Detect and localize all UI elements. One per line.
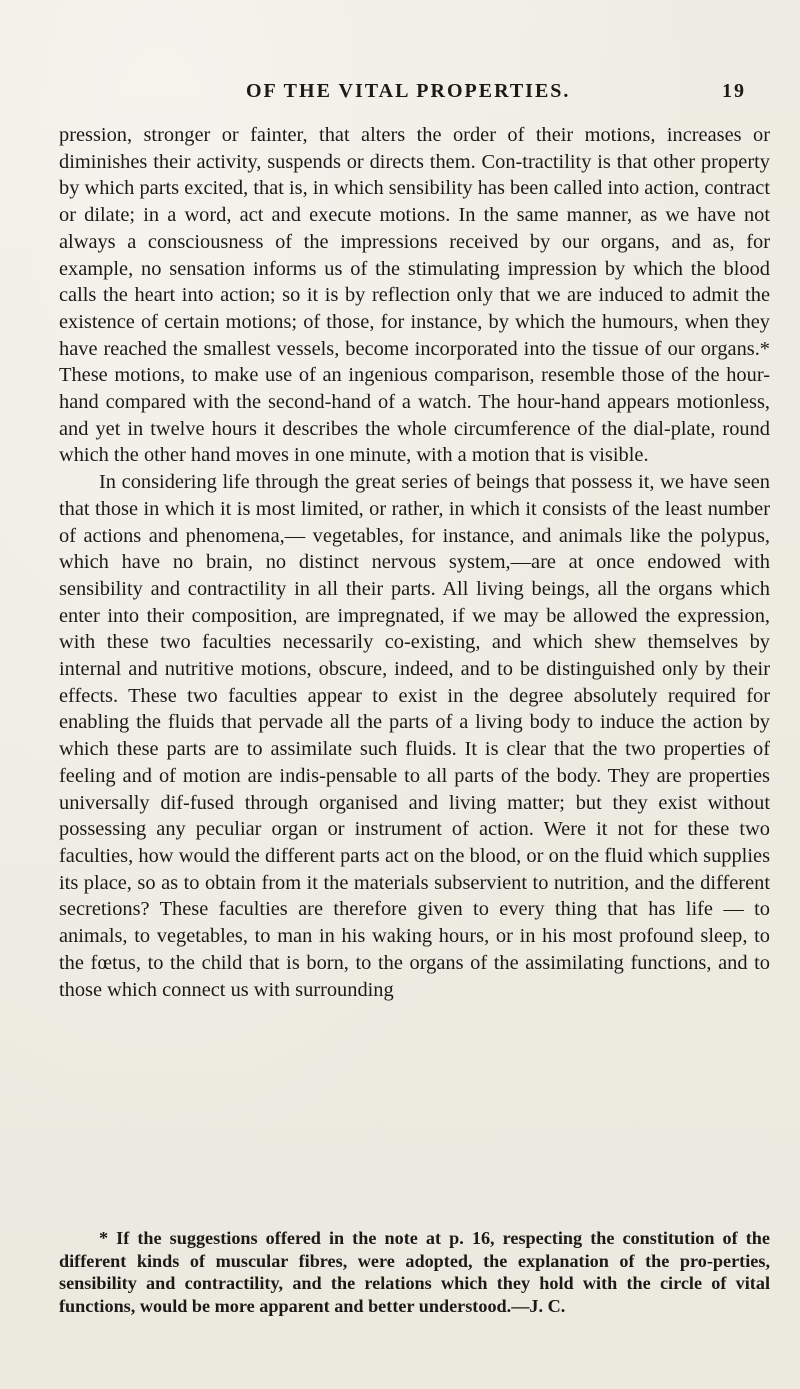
footnote: * If the suggestions offered in the note at p. 16, respecting the constitution of the different kinds of muscular fibres, were adopted, the explanation of the pro-perties, sensibility and contractility, and the relations which they hold with the circle of vital functions, would be more apparent and better understood.—J. C. xyxy=(59,1228,770,1316)
paragraph: pression, stronger or fainter, that alters the order of their motions, increases or diminishes their activity, suspends or directs them. Con-tractility is that other property by which parts excited, that is, in which sensibility has been called into action, contract or dilate; in a word, act and execute motions. In the same manner, as we have not always a consciousness of the impressions received by our organs, and as, for example, no sensation informs us of the stimulating impression by which the blood calls the heart into action; so it is by reflection only that we are induced to admit the existence of certain motions; of those, for instance, by which the humours, when they have reached the smallest vessels, become incorporated into the tissue of our organs.* These motions, to make use of an ingenious comparison, resemble those of the hour-hand compared with the second-hand of a watch. The hour-hand appears motionless, and yet in twelve hours it describes the whole circumference of the dial-plate, round which the other hand moves in one minute, with a motion that is visible. xyxy=(59,124,770,467)
running-head xyxy=(246,80,746,110)
page-number: 19 xyxy=(722,80,746,102)
body-text xyxy=(59,122,770,1003)
running-title: OF THE VITAL PROPERTIES. xyxy=(246,80,571,102)
paragraph: In considering life through the great series of beings that possess it, we have seen that those in which it is most limited, or rather, in which it consists of the least number of actions and phenomena,— vegetables, for instance, and animals like the polypus, which have no brain, no distinct nervous system,—are at once endowed with sensibility and contractility in all their parts. All living beings, all the organs which enter into their composition, are impregnated, if we may be allowed the expression, with these two faculties necessarily co-existing, and which shew themselves by internal and nutritive motions, obscure, indeed, and to be distinguished only by their effects. These two faculties appear to exist in the degree absolutely required for enabling the fluids that pervade all the parts of a living body to induce the action by which these parts are to assimilate such fluids. It is clear that the two properties of feeling and of motion are indis-pensable to all parts of the body. They are properties universally dif-fused through organised and living matter; but they exist without possessing any peculiar organ or instrument of action. Were it not for these two faculties, how would the different parts act on the blood, or on the fluid which supplies its place, so as to obtain from it the materials subservient to nutrition, and the different secretions? These faculties are therefore given to every thing that has life — to animals, to vegetables, to man in his waking hours, or in his most profound sleep, to the fœtus, to the child that is born, to the organs of the assimilating functions, and to those which connect us with surrounding xyxy=(59,471,770,1001)
